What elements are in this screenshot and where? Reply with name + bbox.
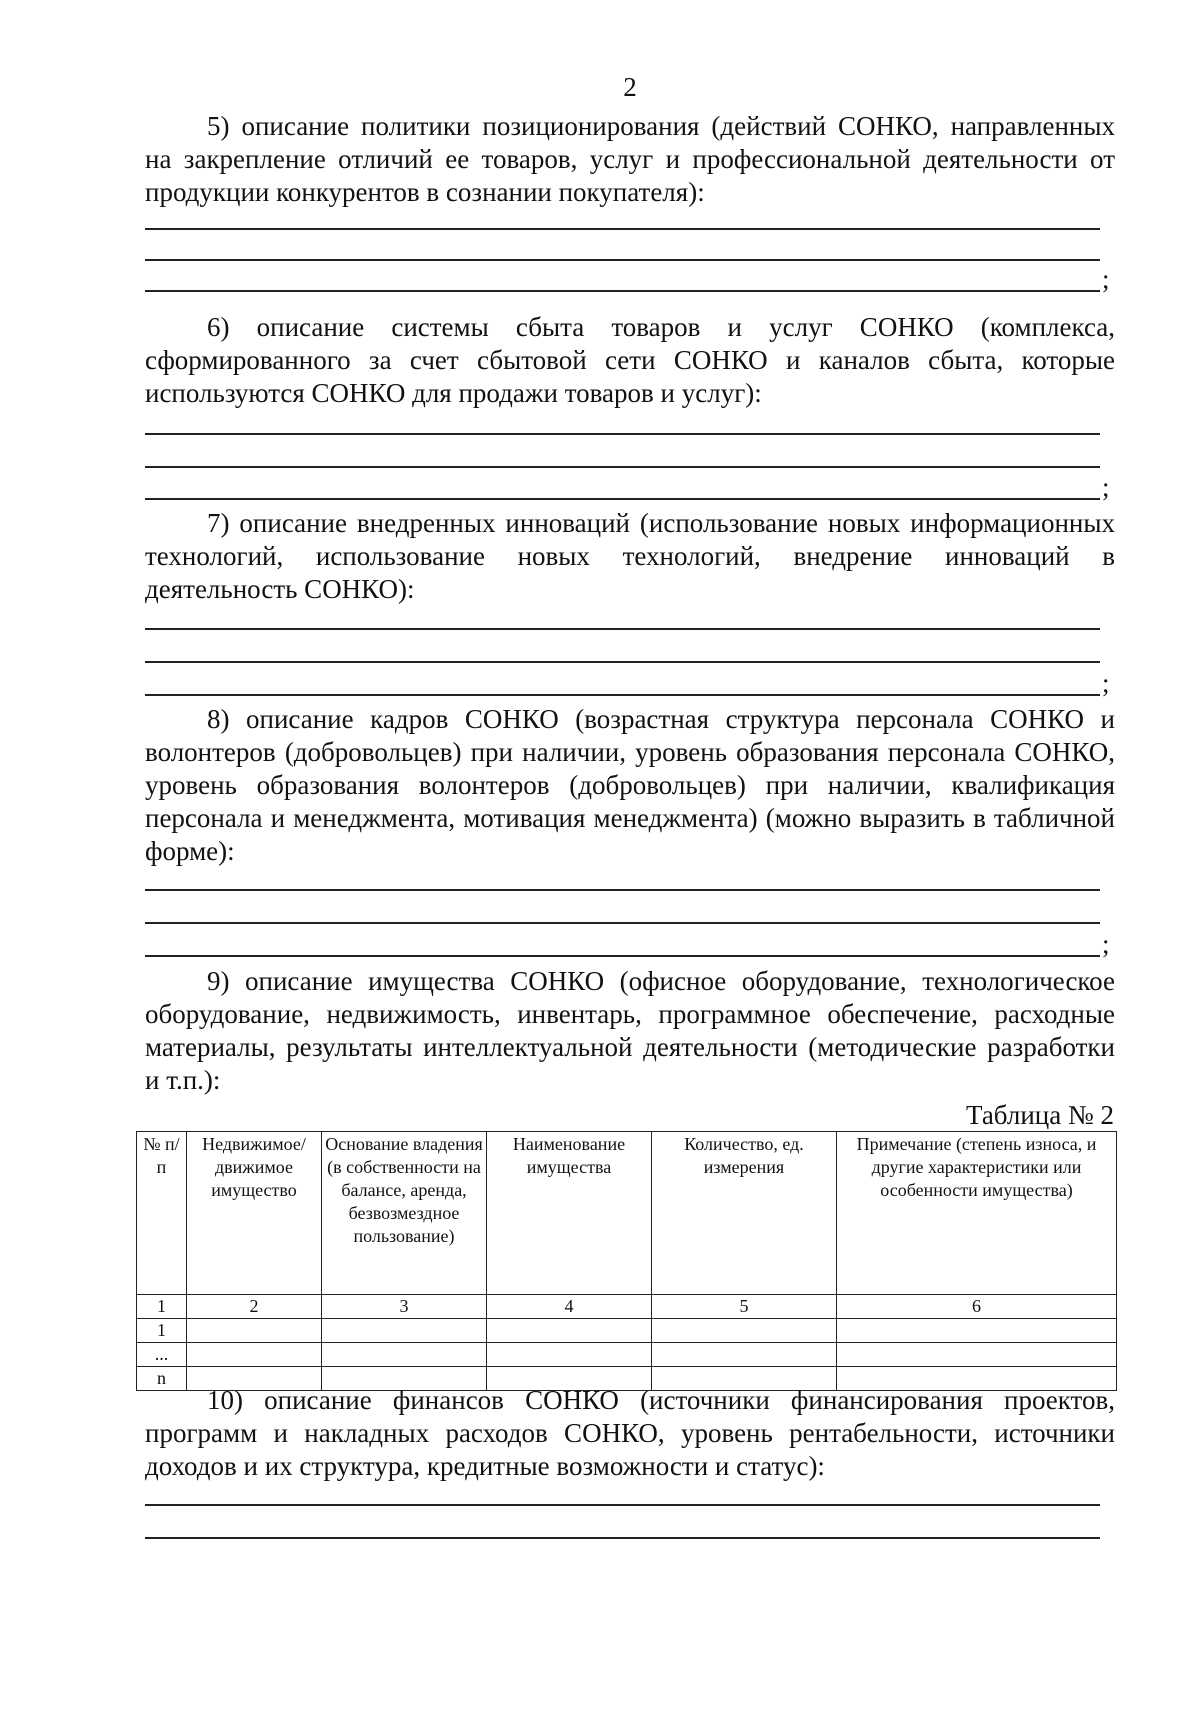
table-cell: ...	[137, 1343, 187, 1367]
fill-line	[145, 628, 1100, 630]
table-header-row	[137, 1132, 1117, 1295]
header-number: № п/п	[137, 1132, 187, 1295]
fill-line	[145, 290, 1100, 292]
table-cell	[187, 1343, 322, 1367]
table-cell	[187, 1319, 322, 1343]
table-cell	[487, 1319, 652, 1343]
header-property-name: Наименование имущества	[487, 1132, 652, 1295]
semicolon: ;	[1102, 929, 1110, 959]
fill-line	[145, 889, 1100, 891]
table-cell: 1	[137, 1295, 187, 1319]
table-cell: 3	[322, 1295, 487, 1319]
table-cell: 1	[137, 1319, 187, 1343]
fill-line	[145, 1504, 1100, 1506]
section-9-text: 9) описание имущества СОНКО (офисное оборудование, технологическое оборудование, недвижимость, инвентарь, программное обеспечение, расходные материалы, результаты интеллектуальной деятельности (методические разработки и т.п.):	[145, 966, 1115, 1095]
table-cell: 5	[652, 1295, 837, 1319]
header-ownership-basis: Основание владения (в собственности на балансе, аренда, безвозмездное пользование)	[322, 1132, 487, 1295]
section-5-text: 5) описание политики позиционирования (действий СОНКО, направленных на закрепление отличий ее товаров, услуг и профессиональной деятельности от продукции конкурентов в сознании покупателя):	[145, 111, 1115, 207]
table-cell: 6	[837, 1295, 1117, 1319]
table-cell: 2	[187, 1295, 322, 1319]
fill-line	[145, 498, 1100, 500]
table-cell	[487, 1343, 652, 1367]
semicolon: ;	[1102, 472, 1110, 502]
section-7-text: 7) описание внедренных инноваций (использование новых информационных технологий, использование новых технологий, внедрение инноваций в деятельность СОНКО):	[145, 508, 1115, 604]
table-cell	[652, 1319, 837, 1343]
header-quantity: Количество, ед. измерения	[652, 1132, 837, 1295]
table-cell	[322, 1319, 487, 1343]
table-index-row	[137, 1295, 1117, 1319]
table-cell: n	[137, 1367, 187, 1391]
table-cell	[322, 1343, 487, 1367]
table-cell	[837, 1319, 1117, 1343]
property-table	[136, 1131, 1117, 1391]
section-6-text: 6) описание системы сбыта товаров и услуг СОНКО (комплекса, сформированного за счет сбытовой сети СОНКО и каналов сбыта, которые используются СОНКО для продажи товаров и услуг):	[145, 312, 1115, 408]
header-property-type: Недвижимое/ движимое имущество	[187, 1132, 322, 1295]
fill-line	[145, 661, 1100, 663]
table-row	[137, 1343, 1117, 1367]
section-8-text: 8) описание кадров СОНКО (возрастная структура персонала СОНКО и волонтеров (добровольцев) при наличии, уровень образования персонала СОНКО, уровень образования волонтеров (добровольцев) при наличии, квалификация персонала и менеджмента, мотивация менеджмента) (можно выразить в табличной форме):	[145, 704, 1115, 866]
fill-line	[145, 466, 1100, 468]
table-cell	[652, 1343, 837, 1367]
fill-line	[145, 1537, 1100, 1539]
table-caption: Таблица № 2	[966, 1100, 1114, 1130]
fill-line	[145, 228, 1100, 230]
fill-line	[145, 259, 1100, 261]
fill-line	[145, 955, 1100, 957]
table-cell: 4	[487, 1295, 652, 1319]
semicolon: ;	[1102, 264, 1110, 294]
section-10-text: 10) описание финансов СОНКО (источники финансирования проектов, программ и накладных расходов СОНКО, уровень рентабельности, источники доходов и их структура, кредитные возможности и статус):	[145, 1385, 1115, 1481]
header-note: Примечание (степень износа, и другие характеристики или особенности имущества)	[837, 1132, 1117, 1295]
semicolon: ;	[1102, 668, 1110, 698]
fill-line	[145, 922, 1100, 924]
page-number: 2	[623, 72, 637, 102]
table-cell	[837, 1343, 1117, 1367]
fill-line	[145, 694, 1100, 696]
fill-line	[145, 433, 1100, 435]
table-row	[137, 1319, 1117, 1343]
